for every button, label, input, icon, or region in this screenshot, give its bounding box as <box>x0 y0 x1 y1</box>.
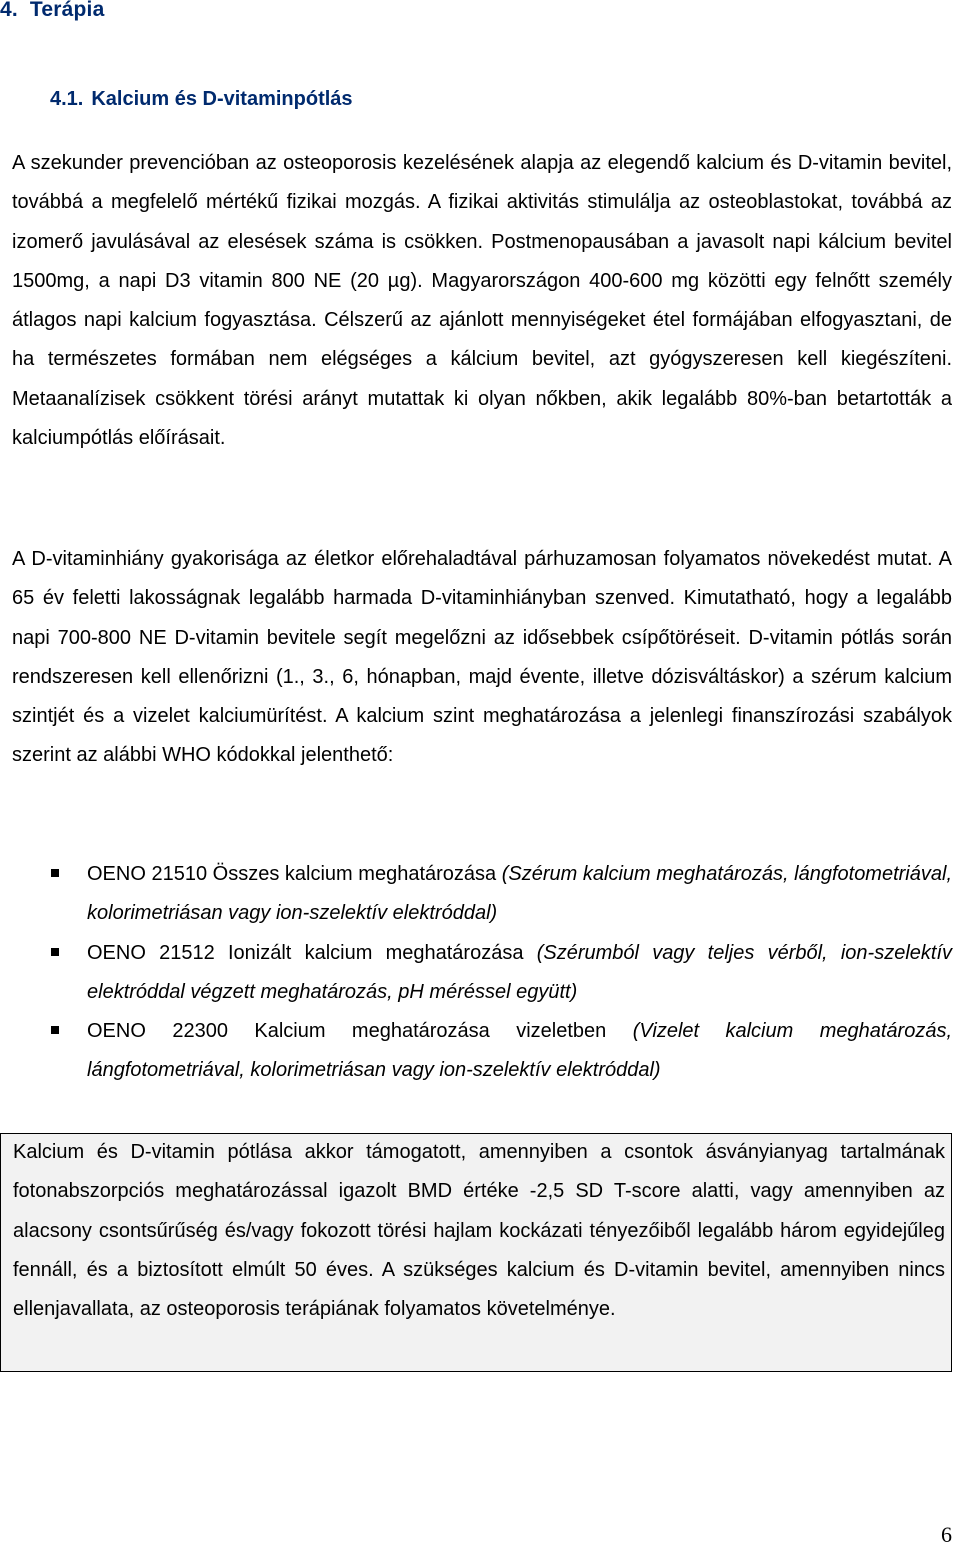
bullet-square-icon <box>51 1026 59 1034</box>
list-item <box>12 1012 952 1091</box>
code-note: (Szérum kalcium meghatározás, lángfotometriával, kolorimetriásan vagy ion-szelektív elektróddal) <box>87 863 952 925</box>
code-text: OENO 21512 Ionizált kalcium meghatározása <box>87 941 524 964</box>
subsection-number: 4.1. <box>50 88 84 110</box>
code-text: OENO 22300 Kalcium meghatározása vizeletben <box>87 1020 607 1043</box>
reimbursement-note-text: Kalcium és D-vitamin pótlása akkor támogatott, amennyiben a csontok ásványianyag tartalmának fotonabszorpciós meghatározással igazolt BMD értéke -2,5 SD T-score alatti, vagy amennyiben az alacsony csontsűrűség és/vagy fokozott törési hajlam kockázati tényezőiből legalább három egyidejűleg fennáll, és a biztosított elmúlt 50 éves. A szükséges kalcium és D-vitamin bevitel, amennyiben nincs ellenjavallata, az osteoporosis terápiának folyamatos követelménye. <box>13 1141 945 1321</box>
subsection-title: Kalcium és D-vitaminpótlás <box>91 88 353 110</box>
bullet-square-icon <box>51 869 59 877</box>
who-code-list <box>12 855 952 1091</box>
reimbursement-note-box <box>0 1133 952 1372</box>
section-title: Terápia <box>29 0 105 21</box>
paragraph-vitamin-d-deficiency: A D-vitaminhiány gyakorisága az életkor előrehaladtával párhuzamosan folyamatos növekedést mutat. A 65 év feletti lakosságnak legalább harmada D-vitaminhiányban szenved. Kimutatható, hogy a legalább napi 700-800 NE D-vitamin bevitele segít megelőzni az idősebbek csípőtöréseit. D-vitamin pótlás során rendszeresen kell ellenőrizni (1., 3., 6, hónapban, majd évente, illetve dózisváltáskor) a szérum kalcium szintjét és a vizelet kalciumürítést. A kalcium szint meghatározása a jelenlegi finanszírozási szabályok szerint az alábbi WHO kódokkal jelenthető: <box>12 548 952 767</box>
page-number: 6 <box>941 1522 952 1547</box>
code-note: (Vizelet kalcium meghatározás, lángfotometriával, kolorimetriásan vagy ion-szelektív elektróddal) <box>87 1020 953 1082</box>
list-item <box>12 934 952 1013</box>
section-heading <box>0 0 104 22</box>
bullet-square-icon <box>51 948 59 956</box>
subsection-heading <box>50 88 353 111</box>
section-number: 4. <box>0 0 18 21</box>
code-note: (Szérumból vagy teljes vérből, ion-szelektív elektróddal végzett meghatározás, pH méréssel együtt) <box>87 941 952 1003</box>
list-item <box>12 855 952 934</box>
paragraph-calcium-intake: A szekunder prevencióban az osteoporosis kezelésének alapja az elegendő kalcium és D-vitamin bevitel, továbbá a megfelelő mértékű fizikai mozgás. A fizikai aktivitás stimulálja az osteoblastokat, továbbá az izomerő javulásával az elesések száma is csökken. Postmenopausában a javasolt napi kálcium bevitel 1500mg, a napi D3 vitamin 800 NE (20 µg). Magyarországon 400-600 mg közötti egy felnőtt személy átlagos napi kalcium fogyasztása. Célszerű az ajánlott mennyiségeket étel formájában elfogyasztani, de ha természetes formában nem elégséges a kálcium bevitel, azt gyógyszeresen kell kiegészíteni. Metaanalízisek csökkent törési arányt mutattak ki olyan nőkben, akik legalább 80%-ban betartották a kalciumpótlás előírásait. <box>12 152 952 450</box>
code-text: OENO 21510 Összes kalcium meghatározása <box>87 863 497 885</box>
